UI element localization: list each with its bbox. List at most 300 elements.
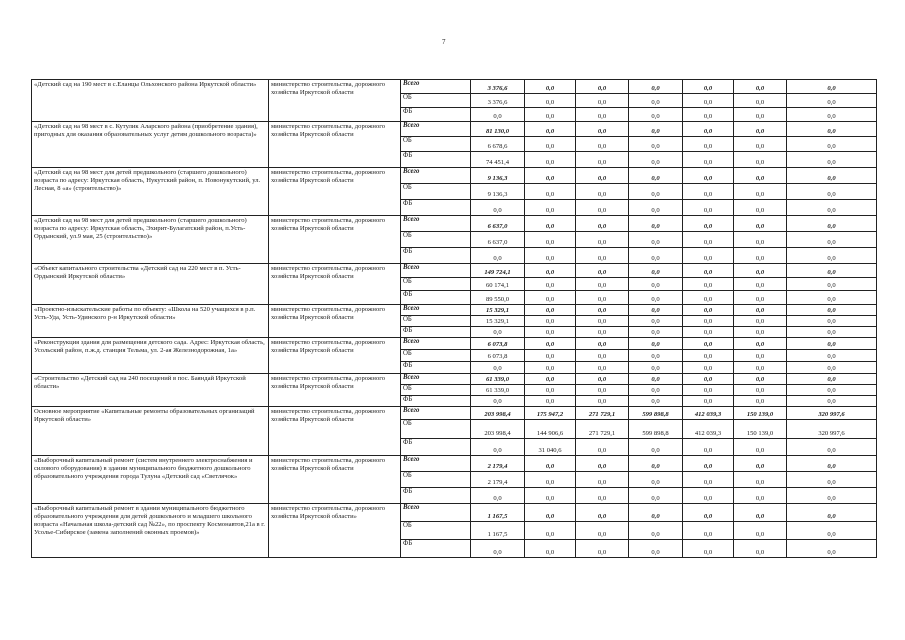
amount-cell: 0,0 bbox=[734, 362, 787, 374]
amount-cell: 0,0 bbox=[629, 232, 683, 248]
funding-source-cell: ОБ bbox=[401, 278, 471, 291]
amount-cell: 0,0 bbox=[734, 472, 787, 488]
funding-source-cell: ФБ bbox=[401, 327, 471, 338]
budget-table bbox=[31, 79, 877, 558]
amount-cell: 0,0 bbox=[787, 327, 877, 338]
amount-cell: 0,0 bbox=[683, 168, 734, 184]
amount-cell: 0,0 bbox=[525, 327, 576, 338]
amount-cell: 0,0 bbox=[683, 232, 734, 248]
amount-cell: 0,0 bbox=[734, 504, 787, 522]
amount-cell: 0,0 bbox=[576, 80, 629, 94]
amount-cell: 0,0 bbox=[734, 232, 787, 248]
responsible-org-cell: министерство строительства, дорожного хозяйства Иркутской области bbox=[269, 122, 401, 168]
amount-cell: 0,0 bbox=[629, 108, 683, 122]
amount-cell: 15 329,1 bbox=[471, 305, 525, 316]
amount-cell: 81 130,0 bbox=[471, 122, 525, 137]
amount-cell: 0,0 bbox=[576, 232, 629, 248]
amount-cell: 0,0 bbox=[525, 522, 576, 540]
amount-cell: 0,0 bbox=[734, 184, 787, 200]
amount-cell: 0,0 bbox=[525, 152, 576, 168]
amount-cell: 0,0 bbox=[576, 456, 629, 472]
amount-cell: 0,0 bbox=[683, 200, 734, 216]
responsible-org-cell: министерство строительства, дорожного хозяйства Иркутской области bbox=[269, 456, 401, 504]
amount-cell: 0,0 bbox=[787, 264, 877, 278]
event-name-cell: «Реконструкция здания для размещения детского сада. Адрес: Иркутская область, Усольский район, п.ж.д. станция Тельма, ул. 2-ая Железнодорожная, 1а» bbox=[32, 338, 269, 374]
amount-cell: 0,0 bbox=[734, 94, 787, 108]
amount-cell: 0,0 bbox=[787, 108, 877, 122]
amount-cell: 0,0 bbox=[471, 327, 525, 338]
amount-cell: 0,0 bbox=[576, 122, 629, 137]
amount-cell: 0,0 bbox=[787, 522, 877, 540]
funding-source-cell: Всего bbox=[401, 338, 471, 350]
table-row bbox=[32, 264, 877, 278]
amount-cell: 150 139,0 bbox=[734, 407, 787, 420]
amount-cell: 0,0 bbox=[576, 264, 629, 278]
amount-cell: 0,0 bbox=[734, 248, 787, 264]
funding-source-cell: ФБ bbox=[401, 291, 471, 305]
table-row bbox=[32, 122, 877, 137]
amount-cell: 0,0 bbox=[525, 248, 576, 264]
amount-cell: 0,0 bbox=[629, 168, 683, 184]
amount-cell: 0,0 bbox=[734, 396, 787, 407]
amount-cell: 0,0 bbox=[734, 108, 787, 122]
amount-cell: 271 729,1 bbox=[576, 420, 629, 439]
amount-cell: 0,0 bbox=[787, 374, 877, 385]
amount-cell: 0,0 bbox=[683, 316, 734, 327]
amount-cell: 6 678,6 bbox=[471, 137, 525, 152]
amount-cell: 0,0 bbox=[525, 122, 576, 137]
amount-cell: 0,0 bbox=[787, 305, 877, 316]
event-name-cell: «Детский сад на 98 мест для детей предшкольного (старшего дошкольного) возраста по адресу: Иркутская область, Эхирит-Булагатский район, п.Усть-Ордынский, ул.9 мая, 25 (строительство)» bbox=[32, 216, 269, 264]
amount-cell: 0,0 bbox=[576, 316, 629, 327]
amount-cell: 0,0 bbox=[683, 137, 734, 152]
amount-cell: 0,0 bbox=[683, 362, 734, 374]
amount-cell: 0,0 bbox=[525, 264, 576, 278]
amount-cell: 0,0 bbox=[734, 374, 787, 385]
amount-cell: 599 898,8 bbox=[629, 407, 683, 420]
funding-source-cell: ОБ bbox=[401, 350, 471, 362]
event-name-cell: «Выборочный капитальный ремонт (систем внутреннего электроснабжения и силового оборудования) в здании муниципального бюджетного дошкольного образовательного учреждения города Тулуна «Детский сад «Светлячок» bbox=[32, 456, 269, 504]
amount-cell: 0,0 bbox=[683, 248, 734, 264]
amount-cell: 0,0 bbox=[576, 488, 629, 504]
amount-cell: 9 136,3 bbox=[471, 184, 525, 200]
amount-cell: 0,0 bbox=[525, 456, 576, 472]
amount-cell: 0,0 bbox=[629, 385, 683, 396]
amount-cell: 2 179,4 bbox=[471, 456, 525, 472]
amount-cell: 6 073,8 bbox=[471, 338, 525, 350]
amount-cell: 0,0 bbox=[629, 94, 683, 108]
amount-cell: 0,0 bbox=[629, 248, 683, 264]
amount-cell: 0,0 bbox=[683, 278, 734, 291]
amount-cell: 74 451,4 bbox=[471, 152, 525, 168]
table-row bbox=[32, 305, 877, 316]
amount-cell: 0,0 bbox=[576, 327, 629, 338]
amount-cell: 0,0 bbox=[734, 338, 787, 350]
funding-source-cell: Всего bbox=[401, 264, 471, 278]
amount-cell: 0,0 bbox=[734, 350, 787, 362]
amount-cell: 0,0 bbox=[683, 396, 734, 407]
amount-cell: 0,0 bbox=[787, 456, 877, 472]
amount-cell: 61 339,0 bbox=[471, 385, 525, 396]
amount-cell: 0,0 bbox=[734, 80, 787, 94]
amount-cell: 0,0 bbox=[629, 200, 683, 216]
amount-cell: 0,0 bbox=[787, 504, 877, 522]
amount-cell: 0,0 bbox=[683, 385, 734, 396]
funding-source-cell: ФБ bbox=[401, 248, 471, 264]
amount-cell: 0,0 bbox=[787, 385, 877, 396]
amount-cell: 0,0 bbox=[787, 184, 877, 200]
amount-cell: 0,0 bbox=[683, 472, 734, 488]
amount-cell: 203 998,4 bbox=[471, 420, 525, 439]
amount-cell: 0,0 bbox=[734, 137, 787, 152]
amount-cell: 0,0 bbox=[629, 362, 683, 374]
event-name-cell: «Детский сад на 98 мест в с. Кутулик Аларского района (приобретение здания), пригодных для оказания образовательных услуг детям дошкольного возраста)» bbox=[32, 122, 269, 168]
amount-cell: 0,0 bbox=[787, 200, 877, 216]
funding-source-cell: Всего bbox=[401, 407, 471, 420]
amount-cell: 0,0 bbox=[787, 350, 877, 362]
amount-cell: 0,0 bbox=[787, 338, 877, 350]
amount-cell: 61 339,0 bbox=[471, 374, 525, 385]
amount-cell: 0,0 bbox=[629, 291, 683, 305]
amount-cell: 0,0 bbox=[683, 108, 734, 122]
responsible-org-cell: министерство строительства, дорожного хозяйства Иркутской области bbox=[269, 338, 401, 374]
amount-cell: 0,0 bbox=[525, 216, 576, 232]
funding-source-cell: ФБ bbox=[401, 362, 471, 374]
amount-cell: 0,0 bbox=[734, 488, 787, 504]
amount-cell: 0,0 bbox=[787, 137, 877, 152]
table-row bbox=[32, 338, 877, 350]
amount-cell: 0,0 bbox=[683, 439, 734, 456]
amount-cell: 0,0 bbox=[683, 504, 734, 522]
table-body bbox=[32, 80, 877, 558]
amount-cell: 0,0 bbox=[629, 504, 683, 522]
responsible-org-cell: министерство строительства, дорожного хозяйства Иркутской области bbox=[269, 264, 401, 305]
amount-cell: 0,0 bbox=[734, 540, 787, 558]
amount-cell: 0,0 bbox=[471, 540, 525, 558]
amount-cell: 0,0 bbox=[525, 80, 576, 94]
funding-source-cell: Всего bbox=[401, 216, 471, 232]
funding-source-cell: Всего bbox=[401, 80, 471, 94]
amount-cell: 0,0 bbox=[629, 305, 683, 316]
amount-cell: 144 906,6 bbox=[525, 420, 576, 439]
amount-cell: 0,0 bbox=[787, 316, 877, 327]
amount-cell: 203 998,4 bbox=[471, 407, 525, 420]
amount-cell: 0,0 bbox=[629, 316, 683, 327]
amount-cell: 0,0 bbox=[683, 327, 734, 338]
event-name-cell: «Детский сад на 98 мест для детей предшкольного (старшего дошкольного) возраста по адресу: Иркутская область, Нукутский район, п. Новонукутский, ул. Лесная, 8 «а» (строительство)» bbox=[32, 168, 269, 216]
amount-cell: 0,0 bbox=[683, 522, 734, 540]
amount-cell: 0,0 bbox=[734, 264, 787, 278]
funding-source-cell: ОБ bbox=[401, 94, 471, 108]
amount-cell: 0,0 bbox=[629, 488, 683, 504]
amount-cell: 0,0 bbox=[629, 278, 683, 291]
amount-cell: 0,0 bbox=[683, 488, 734, 504]
funding-source-cell: Всего bbox=[401, 122, 471, 137]
amount-cell: 15 329,1 bbox=[471, 316, 525, 327]
amount-cell: 0,0 bbox=[525, 488, 576, 504]
event-name-cell: «Проектно-изыскательские работы по объекту: «Школа на 520 учащихся в р.п. Усть-Уда, Усть-Удинского р-н Иркутской области» bbox=[32, 305, 269, 338]
amount-cell: 0,0 bbox=[471, 248, 525, 264]
amount-cell: 0,0 bbox=[787, 248, 877, 264]
funding-source-cell: Всего bbox=[401, 374, 471, 385]
amount-cell: 0,0 bbox=[629, 396, 683, 407]
amount-cell: 0,0 bbox=[629, 456, 683, 472]
amount-cell: 412 039,3 bbox=[683, 420, 734, 439]
table-row bbox=[32, 80, 877, 94]
amount-cell: 320 997,6 bbox=[787, 407, 877, 420]
amount-cell: 0,0 bbox=[787, 396, 877, 407]
amount-cell: 60 174,1 bbox=[471, 278, 525, 291]
amount-cell: 0,0 bbox=[525, 305, 576, 316]
amount-cell: 0,0 bbox=[525, 385, 576, 396]
amount-cell: 0,0 bbox=[787, 278, 877, 291]
table-row bbox=[32, 456, 877, 472]
amount-cell: 0,0 bbox=[683, 216, 734, 232]
amount-cell: 0,0 bbox=[629, 540, 683, 558]
funding-source-cell: Всего bbox=[401, 456, 471, 472]
responsible-org-cell: министерство строительства, дорожного хозяйства Иркутской области bbox=[269, 80, 401, 122]
amount-cell: 0,0 bbox=[629, 152, 683, 168]
amount-cell: 0,0 bbox=[471, 396, 525, 407]
amount-cell: 0,0 bbox=[576, 522, 629, 540]
responsible-org-cell: министерство строительства, дорожного хозяйства Иркутской области bbox=[269, 374, 401, 407]
amount-cell: 0,0 bbox=[629, 216, 683, 232]
amount-cell: 0,0 bbox=[576, 350, 629, 362]
amount-cell: 0,0 bbox=[734, 316, 787, 327]
amount-cell: 0,0 bbox=[683, 184, 734, 200]
responsible-org-cell: министерство строительства, дорожного хозяйства Иркутской области bbox=[269, 216, 401, 264]
amount-cell: 0,0 bbox=[629, 522, 683, 540]
amount-cell: 0,0 bbox=[576, 184, 629, 200]
amount-cell: 0,0 bbox=[525, 184, 576, 200]
amount-cell: 149 724,1 bbox=[471, 264, 525, 278]
amount-cell: 0,0 bbox=[576, 504, 629, 522]
amount-cell: 0,0 bbox=[576, 108, 629, 122]
amount-cell: 6 637,0 bbox=[471, 216, 525, 232]
amount-cell: 0,0 bbox=[525, 137, 576, 152]
amount-cell: 0,0 bbox=[734, 522, 787, 540]
amount-cell: 2 179,4 bbox=[471, 472, 525, 488]
amount-cell: 0,0 bbox=[525, 338, 576, 350]
funding-source-cell: ОБ bbox=[401, 137, 471, 152]
amount-cell: 0,0 bbox=[576, 362, 629, 374]
amount-cell: 0,0 bbox=[787, 152, 877, 168]
amount-cell: 0,0 bbox=[683, 374, 734, 385]
amount-cell: 0,0 bbox=[576, 168, 629, 184]
amount-cell: 0,0 bbox=[629, 264, 683, 278]
amount-cell: 1 167,5 bbox=[471, 522, 525, 540]
amount-cell: 0,0 bbox=[734, 152, 787, 168]
funding-source-cell: ФБ bbox=[401, 439, 471, 456]
amount-cell: 31 040,6 bbox=[525, 439, 576, 456]
amount-cell: 0,0 bbox=[576, 278, 629, 291]
amount-cell: 3 376,6 bbox=[471, 80, 525, 94]
funding-source-cell: ОБ bbox=[401, 522, 471, 540]
amount-cell: 0,0 bbox=[629, 350, 683, 362]
amount-cell: 0,0 bbox=[734, 278, 787, 291]
event-name-cell: Основное мероприятие «Капитальные ремонты образовательных организаций Иркутской области» bbox=[32, 407, 269, 456]
table-row bbox=[32, 407, 877, 420]
funding-source-cell: ОБ bbox=[401, 420, 471, 439]
amount-cell: 6 073,8 bbox=[471, 350, 525, 362]
amount-cell: 0,0 bbox=[629, 472, 683, 488]
funding-source-cell: ОБ bbox=[401, 232, 471, 248]
amount-cell: 0,0 bbox=[576, 200, 629, 216]
funding-source-cell: ФБ bbox=[401, 200, 471, 216]
amount-cell: 0,0 bbox=[787, 122, 877, 137]
amount-cell: 175 947,2 bbox=[525, 407, 576, 420]
amount-cell: 0,0 bbox=[734, 439, 787, 456]
amount-cell: 0,0 bbox=[525, 291, 576, 305]
table-row bbox=[32, 504, 877, 522]
amount-cell: 9 136,3 bbox=[471, 168, 525, 184]
amount-cell: 0,0 bbox=[576, 374, 629, 385]
table-row bbox=[32, 168, 877, 184]
amount-cell: 0,0 bbox=[734, 385, 787, 396]
amount-cell: 0,0 bbox=[734, 456, 787, 472]
amount-cell: 0,0 bbox=[525, 362, 576, 374]
amount-cell: 599 898,8 bbox=[629, 420, 683, 439]
amount-cell: 412 039,3 bbox=[683, 407, 734, 420]
amount-cell: 271 729,1 bbox=[576, 407, 629, 420]
responsible-org-cell: министерство строительства, дорожного хозяйства Иркутской области bbox=[269, 305, 401, 338]
amount-cell: 0,0 bbox=[525, 396, 576, 407]
amount-cell: 0,0 bbox=[683, 122, 734, 137]
amount-cell: 0,0 bbox=[471, 108, 525, 122]
amount-cell: 0,0 bbox=[683, 152, 734, 168]
amount-cell: 0,0 bbox=[787, 216, 877, 232]
amount-cell: 0,0 bbox=[787, 80, 877, 94]
table-row bbox=[32, 374, 877, 385]
amount-cell: 0,0 bbox=[787, 540, 877, 558]
amount-cell: 0,0 bbox=[629, 137, 683, 152]
amount-cell: 0,0 bbox=[525, 316, 576, 327]
funding-source-cell: Всего bbox=[401, 305, 471, 316]
funding-source-cell: ФБ bbox=[401, 108, 471, 122]
amount-cell: 0,0 bbox=[787, 362, 877, 374]
amount-cell: 0,0 bbox=[525, 108, 576, 122]
amount-cell: 0,0 bbox=[576, 385, 629, 396]
amount-cell: 0,0 bbox=[471, 488, 525, 504]
amount-cell: 0,0 bbox=[471, 200, 525, 216]
amount-cell: 3 376,6 bbox=[471, 94, 525, 108]
amount-cell: 0,0 bbox=[683, 80, 734, 94]
amount-cell: 0,0 bbox=[629, 374, 683, 385]
amount-cell: 0,0 bbox=[683, 264, 734, 278]
amount-cell: 0,0 bbox=[525, 278, 576, 291]
amount-cell: 0,0 bbox=[787, 472, 877, 488]
funding-source-cell: ФБ bbox=[401, 396, 471, 407]
amount-cell: 0,0 bbox=[683, 305, 734, 316]
funding-source-cell: ОБ bbox=[401, 385, 471, 396]
amount-cell: 0,0 bbox=[525, 504, 576, 522]
amount-cell: 0,0 bbox=[471, 439, 525, 456]
amount-cell: 0,0 bbox=[471, 362, 525, 374]
responsible-org-cell: министерство строительства, дорожного хозяйства Иркутской области bbox=[269, 168, 401, 216]
amount-cell: 0,0 bbox=[525, 472, 576, 488]
amount-cell: 0,0 bbox=[683, 350, 734, 362]
amount-cell: 0,0 bbox=[683, 338, 734, 350]
event-name-cell: «Детский сад на 190 мест в с.Еланцы Ольхонского района Иркутской области» bbox=[32, 80, 269, 122]
amount-cell: 0,0 bbox=[576, 540, 629, 558]
amount-cell: 0,0 bbox=[576, 291, 629, 305]
amount-cell: 0,0 bbox=[629, 439, 683, 456]
amount-cell: 0,0 bbox=[525, 350, 576, 362]
amount-cell: 0,0 bbox=[629, 80, 683, 94]
amount-cell: 0,0 bbox=[734, 122, 787, 137]
amount-cell: 0,0 bbox=[576, 137, 629, 152]
amount-cell: 0,0 bbox=[787, 232, 877, 248]
event-name-cell: «Выборочный капитальный ремонт в здании муниципального бюджетного образовательного учреждения для детей дошкольного и младшего школьного возраста «Начальная школа-детский сад №22», по проспекту Космонавтов,21а в г. Усолье-Сибирское (замена заполнений оконных проемов)» bbox=[32, 504, 269, 558]
amount-cell: 0,0 bbox=[525, 232, 576, 248]
amount-cell: 0,0 bbox=[629, 338, 683, 350]
amount-cell: 0,0 bbox=[683, 540, 734, 558]
amount-cell: 0,0 bbox=[576, 216, 629, 232]
amount-cell: 150 139,0 bbox=[734, 420, 787, 439]
amount-cell: 0,0 bbox=[787, 488, 877, 504]
funding-source-cell: ОБ bbox=[401, 184, 471, 200]
amount-cell: 0,0 bbox=[576, 248, 629, 264]
amount-cell: 0,0 bbox=[734, 327, 787, 338]
amount-cell: 0,0 bbox=[525, 200, 576, 216]
amount-cell: 1 167,5 bbox=[471, 504, 525, 522]
responsible-org-cell: министерство строительства, дорожного хозяйства Иркутской области bbox=[269, 407, 401, 456]
amount-cell: 0,0 bbox=[576, 396, 629, 407]
funding-source-cell: Всего bbox=[401, 504, 471, 522]
amount-cell: 6 637,0 bbox=[471, 232, 525, 248]
amount-cell: 0,0 bbox=[629, 184, 683, 200]
funding-source-cell: ФБ bbox=[401, 540, 471, 558]
amount-cell: 0,0 bbox=[734, 291, 787, 305]
amount-cell: 0,0 bbox=[576, 338, 629, 350]
funding-source-cell: Всего bbox=[401, 168, 471, 184]
amount-cell: 0,0 bbox=[629, 327, 683, 338]
amount-cell: 0,0 bbox=[734, 305, 787, 316]
amount-cell: 0,0 bbox=[576, 152, 629, 168]
funding-source-cell: ОБ bbox=[401, 316, 471, 327]
amount-cell: 0,0 bbox=[683, 291, 734, 305]
amount-cell: 0,0 bbox=[576, 472, 629, 488]
page-number: 7 bbox=[442, 38, 446, 46]
amount-cell: 0,0 bbox=[734, 168, 787, 184]
funding-source-cell: ОБ bbox=[401, 472, 471, 488]
amount-cell: 0,0 bbox=[576, 94, 629, 108]
responsible-org-cell: министерство строительства, дорожного хозяйства Иркутской области» bbox=[269, 504, 401, 558]
amount-cell: 0,0 bbox=[734, 200, 787, 216]
amount-cell: 0,0 bbox=[683, 456, 734, 472]
event-name-cell: «Объект капитального строительства «Детский сад на 220 мест в п. Усть-Ордынский Иркутской области» bbox=[32, 264, 269, 305]
amount-cell: 89 550,0 bbox=[471, 291, 525, 305]
amount-cell: 0,0 bbox=[525, 94, 576, 108]
amount-cell: 0,0 bbox=[525, 168, 576, 184]
amount-cell: 0,0 bbox=[576, 439, 629, 456]
funding-source-cell: ФБ bbox=[401, 488, 471, 504]
event-name-cell: «Строительство «Детский сад на 240 посещений в пос. Баяндай Иркутской области» bbox=[32, 374, 269, 407]
amount-cell: 0,0 bbox=[787, 168, 877, 184]
amount-cell: 320 997,6 bbox=[787, 420, 877, 439]
funding-source-cell: ФБ bbox=[401, 152, 471, 168]
amount-cell: 0,0 bbox=[683, 94, 734, 108]
amount-cell: 0,0 bbox=[525, 374, 576, 385]
amount-cell: 0,0 bbox=[787, 291, 877, 305]
amount-cell: 0,0 bbox=[787, 94, 877, 108]
amount-cell: 0,0 bbox=[576, 305, 629, 316]
amount-cell: 0,0 bbox=[734, 216, 787, 232]
amount-cell: 0,0 bbox=[629, 122, 683, 137]
table-row bbox=[32, 216, 877, 232]
amount-cell: 0,0 bbox=[787, 439, 877, 456]
amount-cell: 0,0 bbox=[525, 540, 576, 558]
